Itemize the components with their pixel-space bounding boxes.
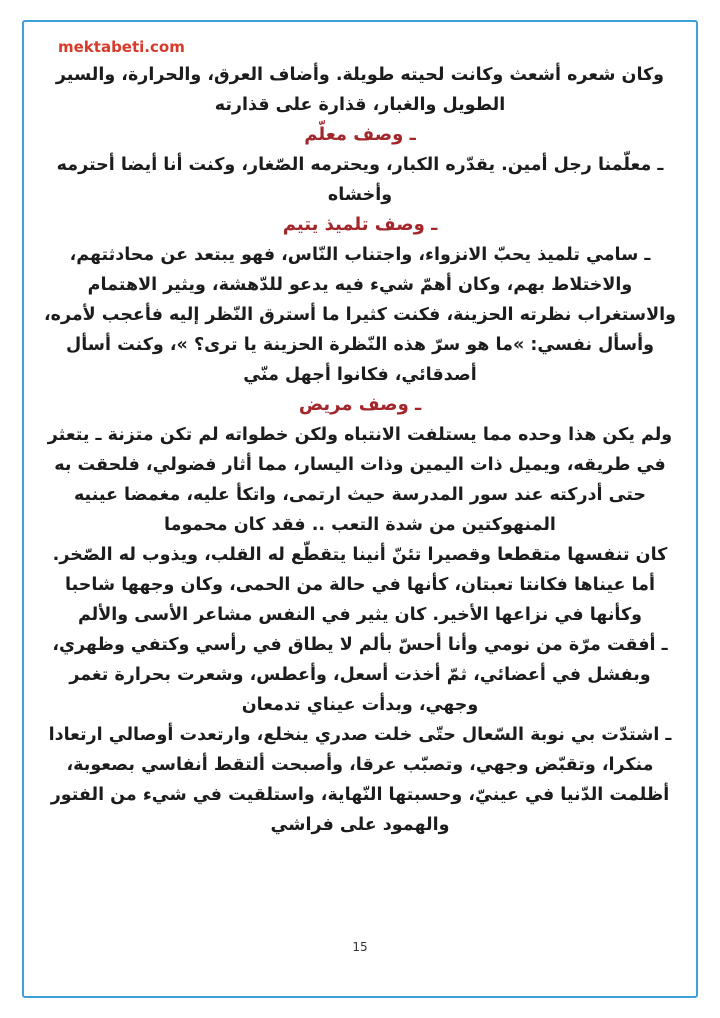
- page-number: 15: [352, 940, 368, 954]
- paragraph-patient-1: ولم يكن هذا وحده مما يستلفت الانتباه ولكن خطواته لم تكن متزنة ـ يتعثر في طريقه، ويميل ذات اليمين وذات اليسار، مما أثار فضولي، فلحقت به حتى أدركته عند سور المدرسة حيث ارتمى، واتكأ عليه، مغمضا عينيه المنهوكتين من شدة التعب .. فقد كان محموما: [47, 425, 673, 535]
- paragraph-intro: وكان شعره أشعث وكانت لحيته طويلة. وأضاف العرق، والحرارة، والسير الطويل والغبار، قذارة على قذارته: [55, 65, 665, 115]
- heading-teacher: ـ وصف معلّم: [304, 124, 416, 145]
- paragraph-patient-3: ـ أفقت مرّة من نومي وأنا أحسّ بألم لا يطاق في رأسي وكتفي وظهري، وبفشل في أعضائي، ثمّ أخذت أسعل، وأعطس، وشعرت بحرارة تغمر وجهي، وبدأت عيناي تدمعان: [52, 635, 668, 715]
- paragraph-patient-2: كان تنفسها متقطعا وقصيرا تئنّ أنينا يتقطّع له القلب، ويذوب له الصّخر. أما عيناها فكانتا تعبتان، كأنها في حالة من الحمى، وكان وجهها شاحبا وكأنها في نزاعها الأخير. كان يثير في النفس مشاعر الأسى والألم: [52, 545, 668, 625]
- heading-orphan: ـ وصف تلميذ يتيم: [282, 214, 438, 235]
- paragraph-orphan: ـ سامي تلميذ يحبّ الانزواء، واجتناب النّاس، فهو يبتعد عن محادثتهم، والاختلاط بهم، وكان أهمّ شيء فيه يدعو للدّهشة، ويثير الاهتمام والاستغراب نظرته الحزينة، فكنت كثيرا ما أسترق النّظر إليه فأعجب لأمره، وأسأل نفسي: »ما هو سرّ هذه النّظرة الحزينة يا ترى؟ »، وكنت أسأل أصدقائي، فكانوا أجهل منّي: [43, 245, 677, 385]
- paragraph-teacher: ـ معلّمنا رجل أمين. يقدّره الكبار، ويحترمه الصّغار، وكنت أنا أيضا أحترمه وأخشاه: [56, 155, 664, 205]
- site-watermark-header: mektabeti.com: [58, 38, 185, 56]
- document-body: [40, 60, 680, 840]
- heading-patient: ـ وصف مريض: [298, 394, 422, 415]
- paragraph-patient-4: ـ اشتدّت بي نوبة السّعال حتّى خلت صدري ينخلع، وارتعدت أوصالي ارتعادا منكرا، وتقبّض وجهي، وتصبّب عرقا، وأصبحت ألتقط أنفاسي بصعوبة، أظلمت الدّنيا في عينيّ، وحسبتها النّهاية، واستلقيت في شيء من الفتور والهمود على فراشي: [48, 725, 672, 835]
